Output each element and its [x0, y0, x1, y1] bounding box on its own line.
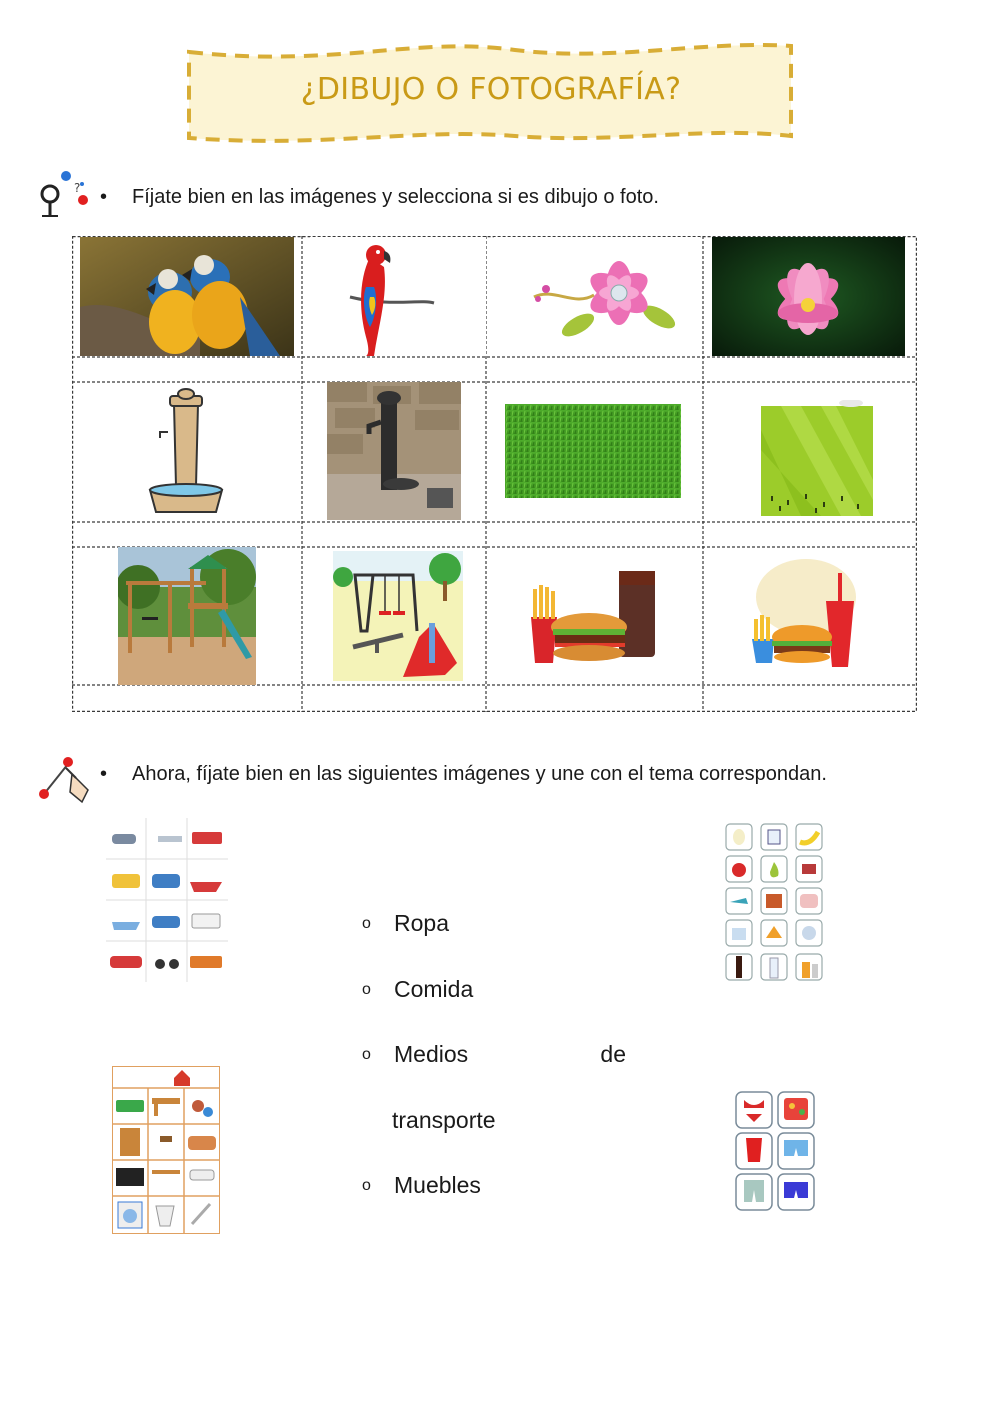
lotus-photo[interactable] [712, 237, 905, 356]
page-title: ¿DIBUJO O FOTOGRAFÍA? [300, 72, 682, 107]
option-transporte-label: transporte [392, 1107, 496, 1133]
option-ropa-label: Ropa [394, 910, 449, 936]
option-muebles-label: Muebles [394, 1172, 481, 1198]
parrots-photo[interactable] [80, 237, 294, 356]
option-comida[interactable]: o Comida [362, 976, 474, 1002]
flower-drawing[interactable] [494, 237, 700, 356]
option-comida-label: Comida [394, 976, 474, 1002]
furniture-board[interactable] [112, 1066, 220, 1234]
grass-photo[interactable] [505, 404, 681, 498]
playground-photo[interactable] [118, 547, 256, 685]
instruction-1-text: Fíjate bien en las imágenes y selecciona si es dibujo o foto. [132, 186, 659, 208]
option-ropa[interactable]: o Ropa [362, 910, 449, 936]
instruction-1: • Fíjate bien en las imágenes y selecciona si es dibujo o foto. [100, 186, 659, 208]
playground-drawing[interactable] [333, 551, 463, 681]
picture-grid [72, 236, 917, 712]
fast-food-photo[interactable] [523, 567, 663, 667]
instruction-2-text: Ahora, fíjate bien en las siguientes imágenes y une con el tema correspondan. [132, 763, 827, 785]
option-transporte-line [392, 1107, 496, 1134]
option-medios-de-transporte[interactable]: o Medios de [362, 1041, 626, 1067]
parrot-drawing[interactable] [310, 237, 486, 356]
fast-food-drawing[interactable] [750, 557, 866, 671]
instruction-2: • Ahora, fíjate bien en las siguientes imágenes y une con el tema correspondan. [100, 763, 827, 785]
option-de-label: de [600, 1041, 626, 1067]
connect-icon [36, 754, 96, 811]
fountain-drawing[interactable] [144, 386, 228, 520]
grass-drawing[interactable] [761, 400, 873, 516]
clothes-board[interactable] [734, 1090, 818, 1212]
svg-text:?: ? [74, 181, 81, 195]
food-board[interactable] [724, 822, 824, 982]
observe-icon [36, 170, 96, 227]
vehicles-board[interactable] [106, 818, 228, 982]
option-medios-label: Medios [394, 1041, 469, 1067]
option-muebles[interactable]: o Muebles [362, 1172, 481, 1198]
fountain-photo[interactable] [327, 382, 461, 520]
